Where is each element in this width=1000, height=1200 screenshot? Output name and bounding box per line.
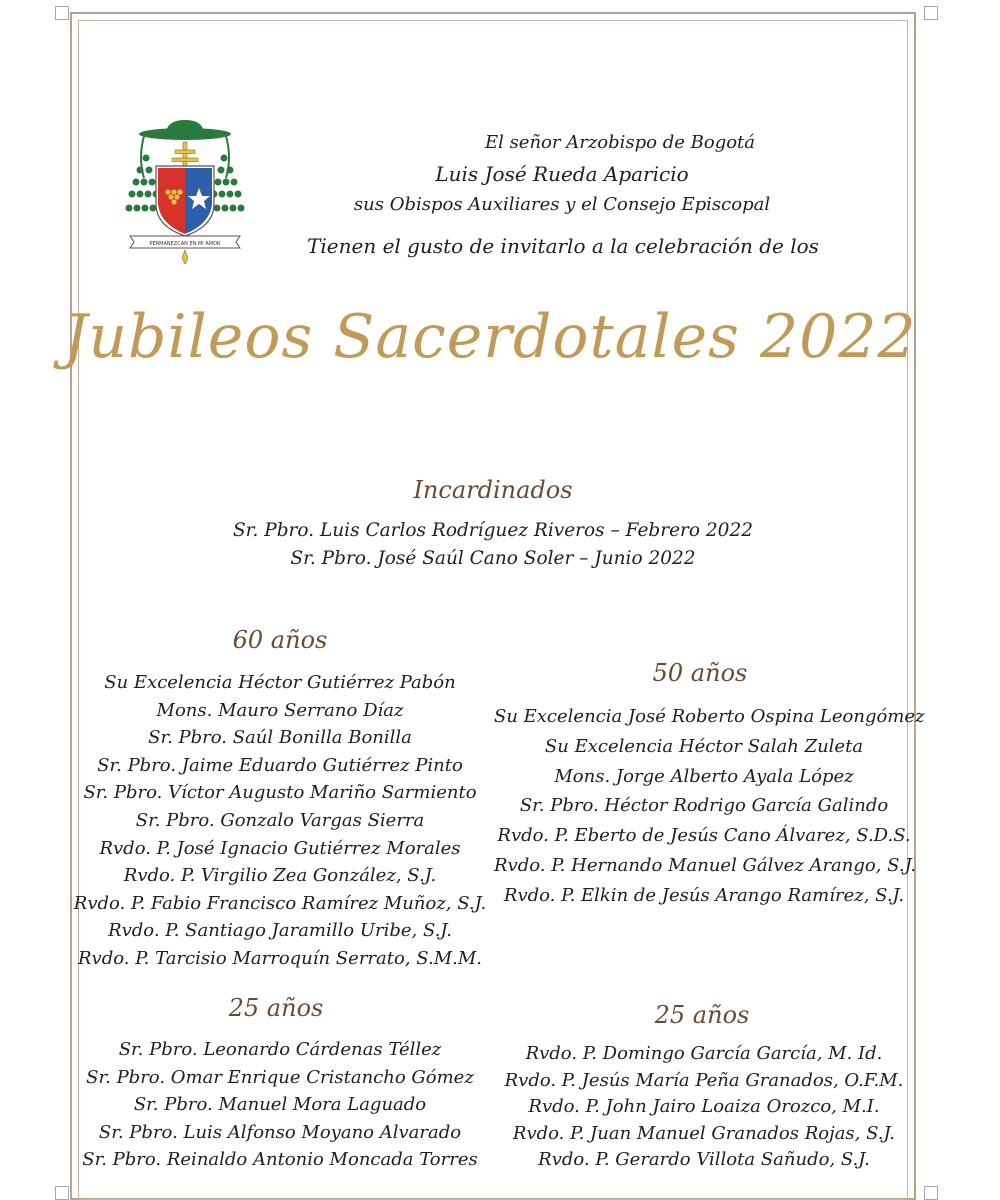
list-item: Su Excelencia José Roberto Ospina Leongómez — [494, 706, 925, 727]
list-item: Sr. Pbro. Omar Enrique Cristancho Gómez — [86, 1066, 474, 1088]
list-item: Sr. Pbro. Saúl Bonilla Bonilla — [148, 727, 412, 749]
incardinados-heading: Incardinados — [413, 476, 573, 504]
list-item: Sr. Pbro. Gonzalo Vargas Sierra — [135, 809, 425, 831]
list-item: Rvdo. P. Domingo García García, M. Id. — [525, 1043, 883, 1064]
list-item: Sr. Pbro. Héctor Rodrigo García Galindo — [519, 795, 889, 817]
list-item: Sr. Pbro. Luis Carlos Rodríguez Riveros – Febrero 2022 — [233, 520, 753, 541]
list-item: Rvdo. P. Eberto de Jesús Cano Álvarez, S.D.S. — [497, 825, 911, 847]
list-item: Sr. Pbro. Luis Alfonso Moyano Alvarado — [98, 1121, 462, 1143]
list-item: Sr. Pbro. Jaime Eduardo Gutiérrez Pinto — [97, 754, 463, 776]
right-50-list — [494, 702, 925, 911]
page-title: Jubileos Sacerdotales 2022 — [63, 302, 917, 372]
list-item: Rvdo. P. Virgilio Zea González, S.J. — [123, 865, 437, 887]
incardinados-list — [0, 517, 986, 573]
list-item: Sr. Pbro. José Saúl Cano Soler – Junio 2022 — [290, 548, 696, 569]
corner-marker — [55, 1186, 69, 1200]
list-item: Rvdo. P. Elkin de Jesús Arango Ramírez, S.J. — [503, 884, 905, 906]
list-item: Mons. Mauro Serrano Díaz — [156, 699, 404, 721]
list-item: Rvdo. P. Gerardo Villota Sañudo, S.J. — [538, 1149, 870, 1170]
corner-marker — [924, 6, 938, 20]
list-item: Su Excelencia Héctor Gutiérrez Pabón — [104, 672, 456, 693]
left-60-heading: 60 años — [232, 626, 328, 654]
list-item: Rvdo. P. José Ignacio Gutiérrez Morales — [99, 837, 461, 859]
list-item: Sr. Pbro. Víctor Augusto Mariño Sarmiento — [83, 782, 477, 804]
list-item: Rvdo. P. Hernando Manuel Gálvez Arango, S.J. — [494, 854, 917, 876]
intro-line-4: Tienen el gusto de invitarlo a la celebración de los — [307, 234, 819, 258]
corner-marker — [55, 6, 69, 20]
intro-line-1: El señor Arzobispo de Bogotá — [484, 132, 756, 153]
left-60-list — [70, 669, 490, 973]
right-25-list — [494, 1041, 914, 1174]
list-item: Mons. Jorge Alberto Ayala López — [554, 765, 854, 787]
intro-line-2: Luis José Rueda Aparicio — [435, 162, 689, 186]
list-item: Rvdo. P. John Jairo Loaiza Orozco, M.I. — [528, 1096, 880, 1117]
left-25-list — [70, 1036, 490, 1174]
corner-marker — [924, 1186, 938, 1200]
list-item: Rvdo. P. Jesús María Peña Granados, O.F.M. — [504, 1069, 904, 1091]
intro-line-3: sus Obispos Auxiliares y el Consejo Episcopal — [353, 194, 771, 215]
right-50-heading: 50 años — [652, 659, 748, 687]
list-item: Rvdo. P. Tarcisio Marroquín Serrato, S.M.M. — [78, 947, 482, 969]
right-25-heading: 25 años — [654, 1001, 750, 1029]
list-item: Su Excelencia Héctor Salah Zuleta — [544, 735, 864, 757]
list-item: Sr. Pbro. Leonardo Cárdenas Téllez — [118, 1039, 442, 1060]
list-item: Rvdo. P. Santiago Jaramillo Uribe, S.J. — [108, 920, 452, 942]
left-25-heading: 25 años — [228, 994, 324, 1022]
list-item: Sr. Pbro. Manuel Mora Laguado — [133, 1094, 427, 1116]
coat-motto: PERMANEZCAN EN MI AMOR — [149, 241, 221, 247]
list-item: Rvdo. P. Juan Manuel Granados Rojas, S.J. — [512, 1122, 896, 1144]
list-item: Sr. Pbro. Reinaldo Antonio Moncada Torres — [82, 1149, 478, 1171]
list-item: Rvdo. P. Fabio Francisco Ramírez Muñoz, S.J. — [73, 892, 487, 914]
